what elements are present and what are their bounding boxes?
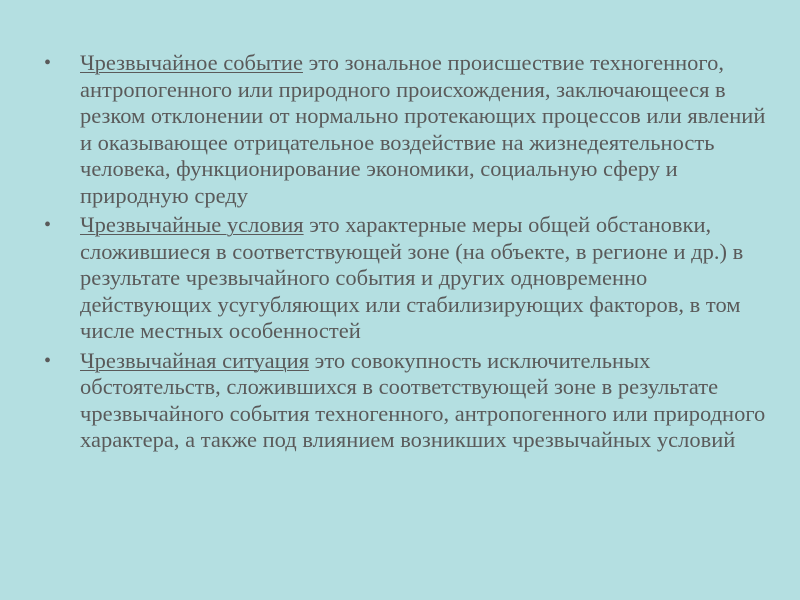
term-emergency-conditions: Чрезвычайные условия	[80, 212, 304, 237]
bullet-icon: •	[44, 349, 52, 372]
list-item-emergency-situation	[40, 348, 775, 454]
list-item-emergency-conditions	[40, 212, 775, 345]
definition-emergency-situation: это совокупность исключительных обстоятельств, сложившихся в соответствующей зоне в результате чрезвычайного события техногенного, антропогенного или природного характера, а также под влиянием возникших чрезвычайных условий	[80, 347, 766, 452]
bullet-icon: •	[44, 214, 52, 236]
term-emergency-situation: Чрезвычайная ситуация	[80, 347, 310, 373]
definition-list	[40, 50, 775, 457]
bullet-icon: •	[44, 52, 52, 74]
list-item-emergency-event	[40, 50, 775, 209]
definition-emergency-event: это зональное происшествие техногенного, антропогенного или природного происхождения, заключающееся в резком отклонении от нормально протекающих процессов или явлений и оказывающее отрицательное воздействие на жизнедеятельность человека, функционирование экономики, социальную сферу и природную среду	[80, 50, 766, 208]
definition-emergency-conditions: это характерные меры общей обстановки, сложившиеся в соответствующей зоне (на объекте, в регионе и др.) в результате чрезвычайного события и других одновременно действующих усугубляющих или стабилизирующих факторов, в том числе местных особенностей	[80, 212, 744, 343]
term-emergency-event: Чрезвычайное событие	[80, 50, 303, 75]
